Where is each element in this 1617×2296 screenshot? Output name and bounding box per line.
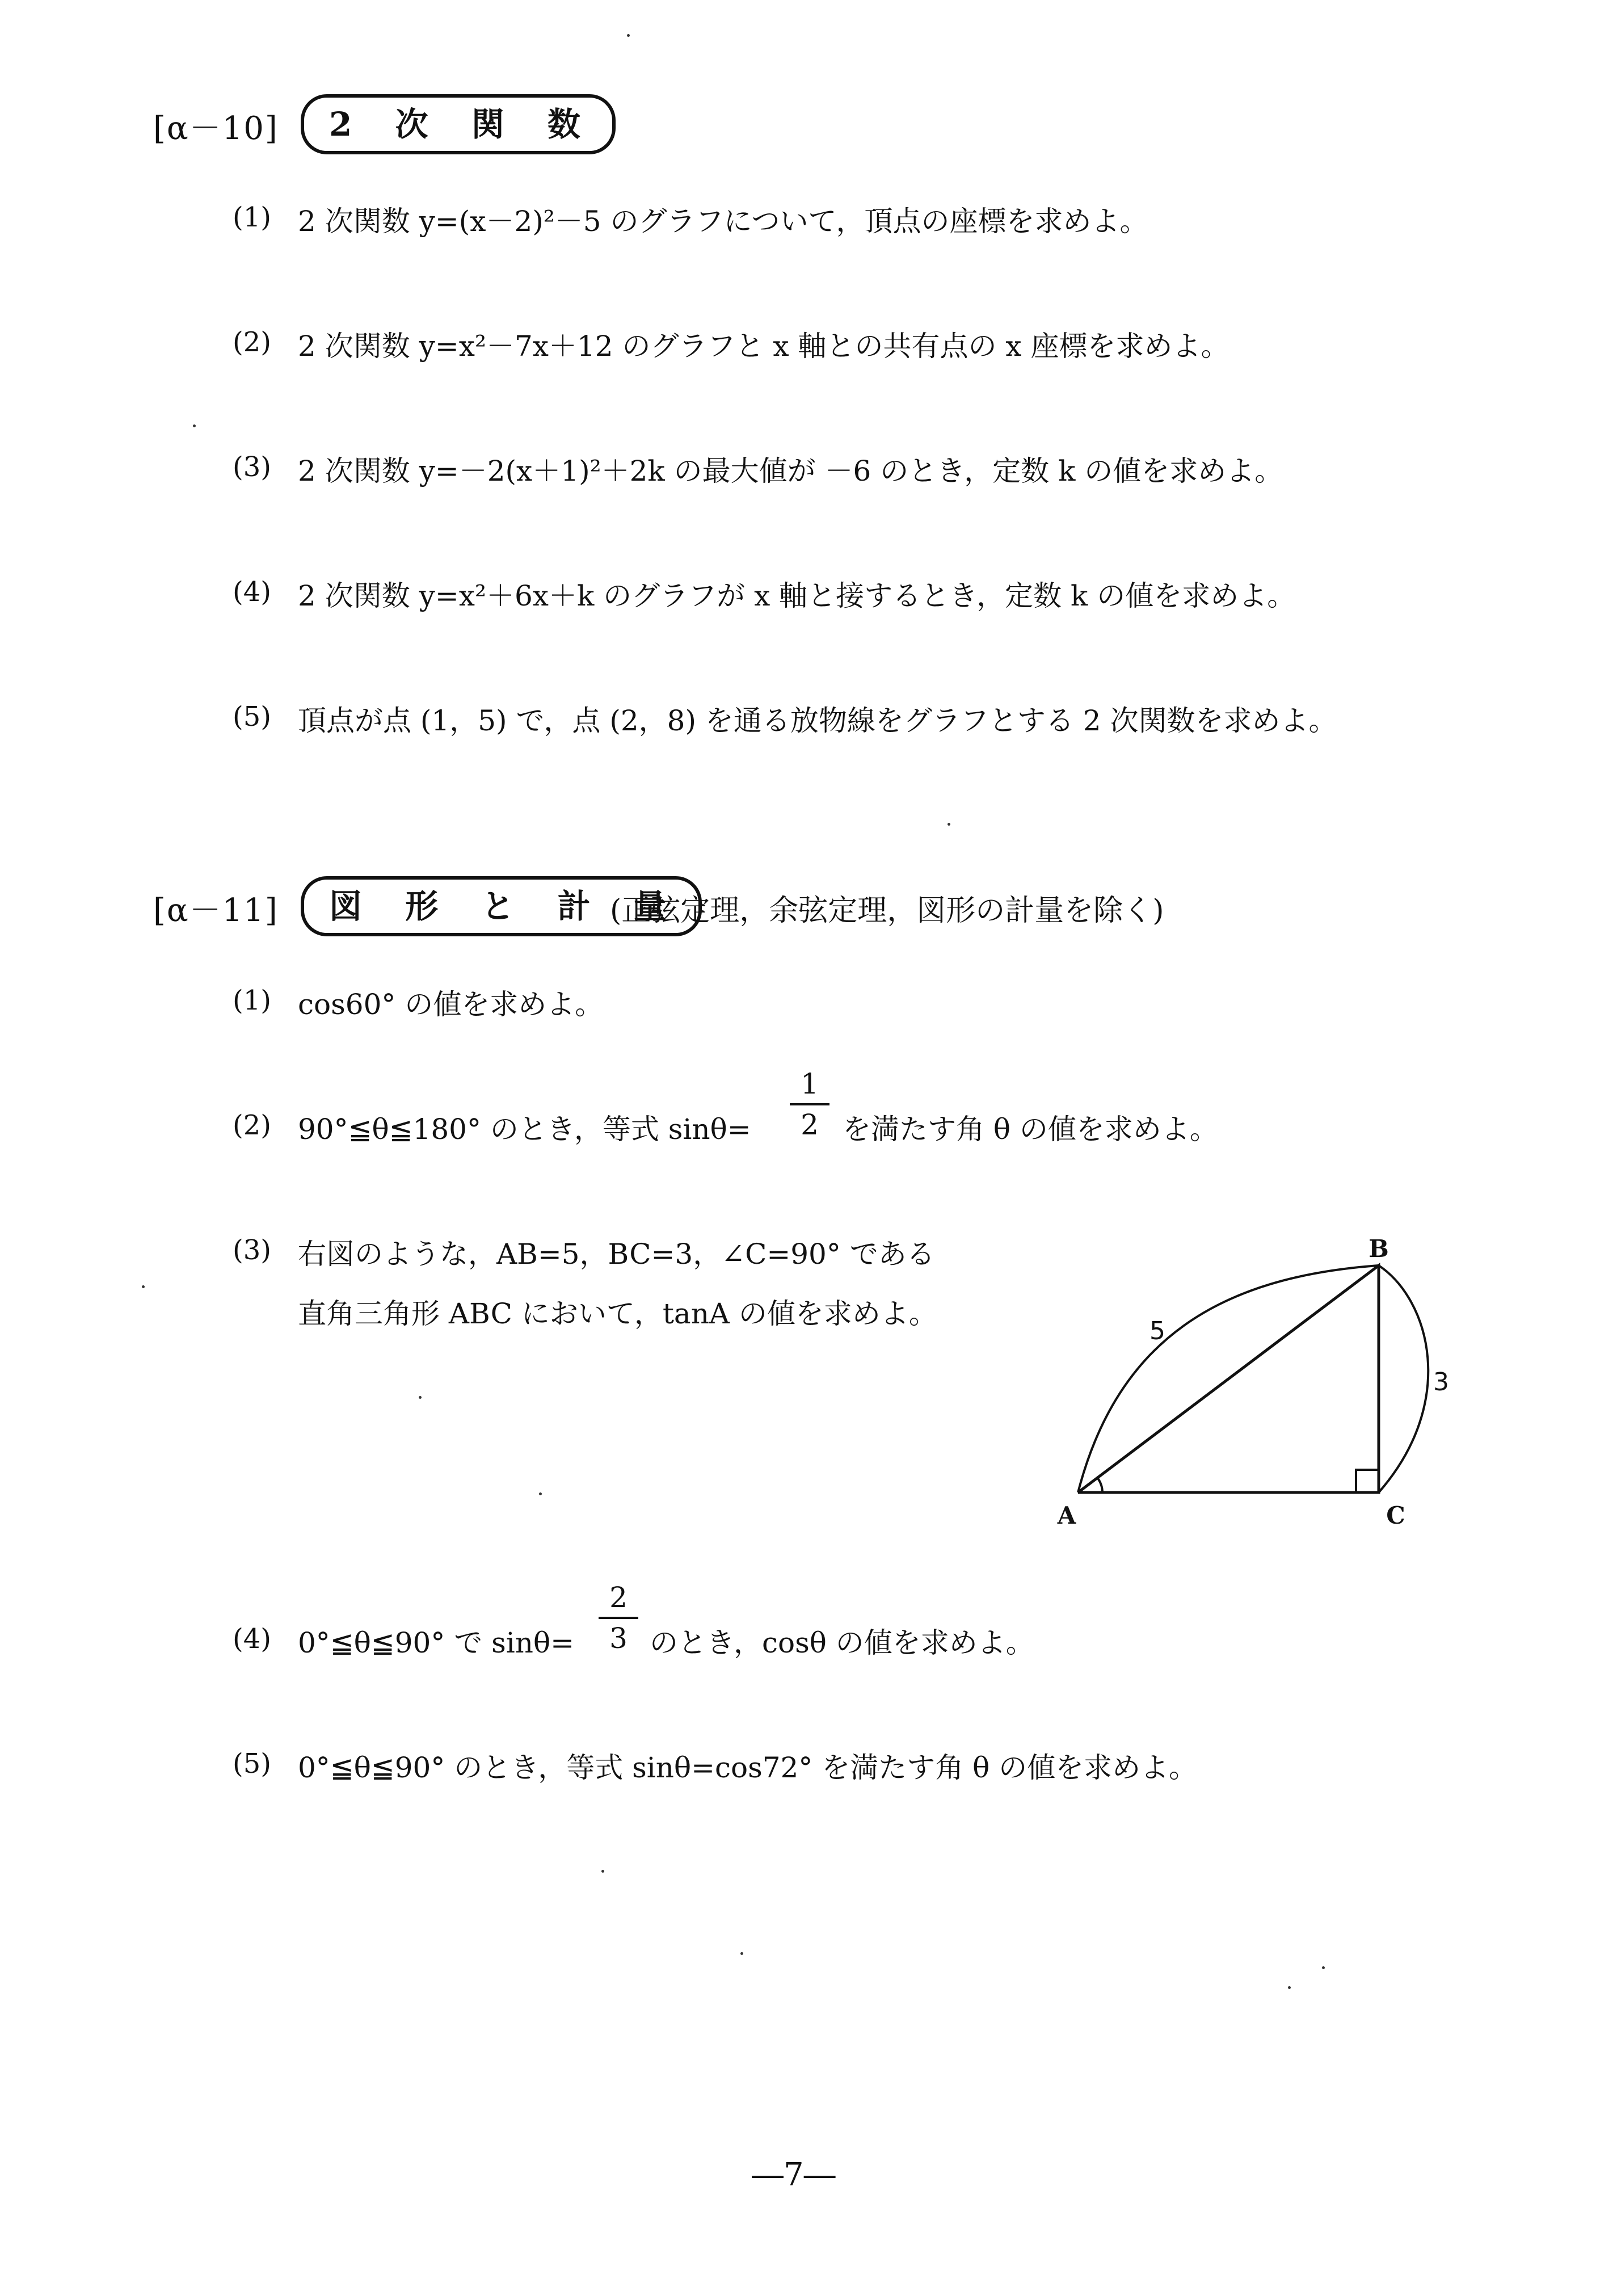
question-number: (3) [233,451,271,483]
question-text: 2 次関数 y=x²＋6x＋k のグラフが x 軸と接するとき，定数 k の値を求めよ。 [298,579,1296,612]
vertex-c: C [1386,1502,1405,1529]
question-text-line2: 直角三角形 ABC において，tanA の値を求めよ。 [298,1297,937,1330]
question-number: (1) [233,985,271,1016]
fraction-denominator: 2 [801,1108,819,1141]
scan-speck [740,1952,743,1955]
page-number: ―7― [752,2156,836,2193]
question-text-before-fraction: 90°≦θ≦180° のとき，等式 sinθ= [298,1113,751,1146]
scan-speck [142,1285,145,1288]
question-text: 0°≦θ≦90° のとき，等式 sinθ=cos72° を満たす角 θ の値を求めよ。 [298,1751,1198,1784]
scan-speck [1322,1966,1325,1969]
fraction-bar [790,1103,829,1105]
vertex-a: A [1057,1502,1076,1529]
side-bc-brace [1379,1265,1428,1492]
fraction [790,1067,829,1142]
fraction-denominator: 3 [609,1622,628,1655]
section-title-quadratic-functions: 2 次 関 数 [301,94,616,154]
fraction-numerator: 2 [609,1581,628,1614]
question-text: 頂点が点 (1，5) で，点 (2，8) を通る放物線をグラフとする 2 次関数を求めよ。 [298,704,1337,737]
scan-speck [539,1492,542,1495]
right-triangle-figure [1033,1231,1487,1538]
section-note: (正弦定理，余弦定理，図形の計量を除く) [610,894,1164,928]
question-number: (4) [233,1623,271,1655]
question-text-after-fraction: を満たす角 θ の値を求めよ。 [843,1113,1218,1146]
question-text: cos60° の値を求めよ。 [298,988,604,1021]
section-label-alpha-11: [α－11] [153,892,279,929]
label-bc: 3 [1433,1368,1449,1397]
question-text-before-fraction: 0°≦θ≦90° で sinθ= [298,1626,574,1659]
question-number: (1) [233,201,271,233]
question-text-after-fraction: のとき，cosθ の値を求めよ。 [650,1626,1034,1659]
section-title-figures-and-measurement: 図 形 と 計 量 [301,876,702,936]
section-label-alpha-10: [α－10] [153,110,279,147]
question-text: 2 次関数 y=x²－7x＋12 のグラフと x 軸との共有点の x 座標を求めよ。 [298,330,1229,363]
question-text-line1: 右図のような，AB=5，BC=3，∠C=90° である [298,1238,935,1271]
question-text: 2 次関数 y=(x－2)²－5 のグラフについて，頂点の座標を求めよ。 [298,205,1148,238]
label-ab: 5 [1149,1317,1165,1345]
question-number: (4) [233,576,271,608]
scan-speck [193,424,196,427]
question-number: (2) [233,1109,271,1141]
fraction-numerator: 1 [801,1067,819,1100]
vertex-b: B [1368,1235,1389,1263]
scan-speck [627,34,630,37]
angle-a-arc [1097,1478,1102,1492]
question-number: (5) [233,701,271,733]
scan-speck [419,1396,422,1399]
question-number: (2) [233,326,271,358]
question-text: 2 次関数 y=－2(x＋1)²＋2k の最大値が －6 のとき，定数 k の値を求めよ。 [298,455,1283,487]
fraction [599,1580,638,1655]
scan-speck [1288,1986,1291,1989]
scan-speck [601,1870,604,1873]
right-angle-mark [1356,1470,1379,1492]
fraction-bar [599,1617,638,1619]
question-number: (3) [233,1234,271,1266]
scan-speck [948,823,950,826]
question-number: (5) [233,1748,271,1780]
